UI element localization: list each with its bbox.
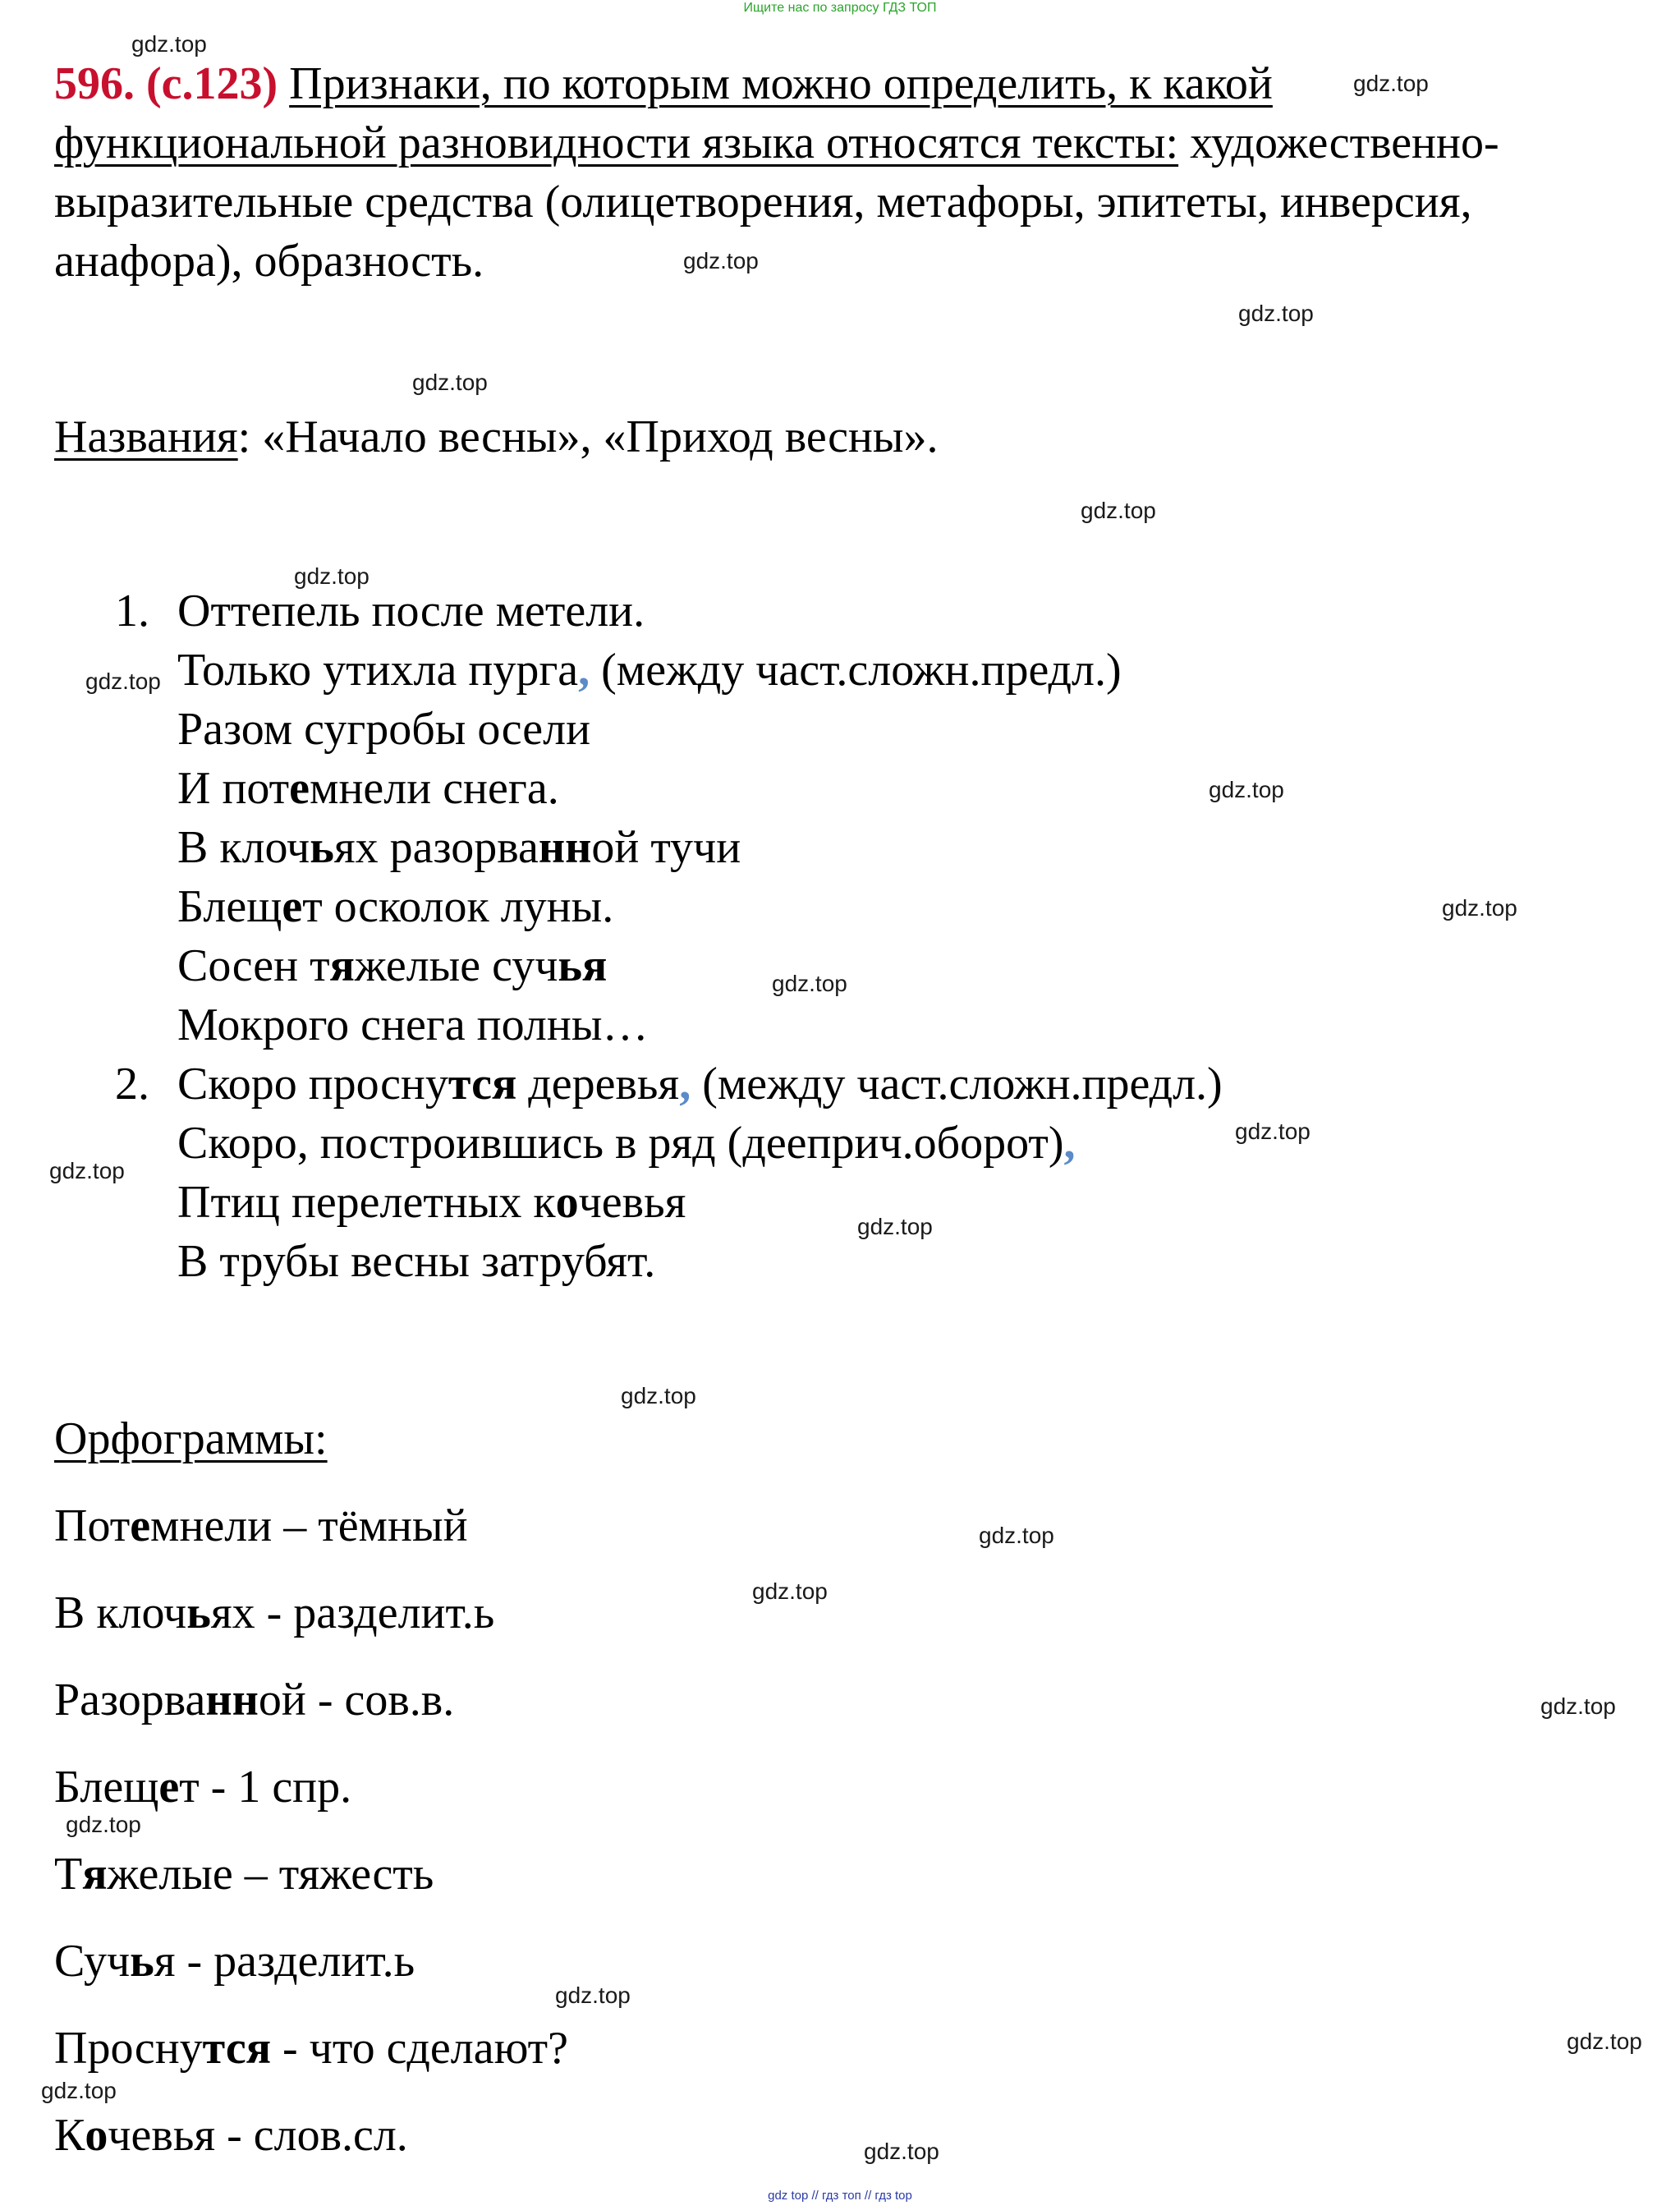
watermark: gdz.top [857,1214,933,1239]
poem-text: ях разорва [333,822,539,873]
poem-line [177,877,613,936]
bottom-banner: gdz top // гдз топ // гдз top [768,2189,912,2203]
poem-line: Разом сугробы осели [177,704,591,755]
watermark: gdz.top [1209,777,1284,802]
orthogram-text: чевья - слов.сл. [108,2110,408,2161]
highlighted-comma: , [1063,1118,1076,1169]
orthogram-letter: е [158,1762,180,1813]
poem-line [177,1114,1076,1173]
top-banner: Ищите нас по запросу ГДЗ ТОП [743,1,937,15]
watermark: gdz.top [555,1983,631,2008]
orthogram-text: Суч [54,1936,131,1987]
task-underlined-b: функциональной разновидности языка относятся тексты: [54,117,1179,168]
orthogram-text: Просну [54,2023,203,2074]
orthograms-heading [54,1409,328,1468]
orthogram-letter: нн [538,822,592,873]
orthogram-letter: нн [205,1675,259,1725]
watermark: gdz.top [41,2078,117,2103]
orthogram-item [54,1932,415,1991]
orthogram-letter: я [582,940,608,991]
watermark: gdz.top [1235,1119,1310,1144]
orthogram-item [54,1583,494,1643]
titles-line [54,407,939,466]
orthogram-letter: ь [558,940,583,991]
poem-line [177,641,1122,700]
poem-text: мнели снега. [310,763,559,814]
poem-note: (между част.сложн.предл.) [691,1059,1223,1110]
task-number: 596. (с.123) [54,58,278,109]
poem-text: ой тучи [591,822,741,873]
orthogram-letter: о [555,1177,579,1228]
orthogram-text: Блещ [54,1762,159,1813]
poem-text: Скоро просну [177,1059,448,1110]
orthogram-text: Т [54,1849,83,1900]
orthogram-letter: е [130,1500,151,1551]
orthogram-text: желые – тяжесть [107,1849,434,1900]
highlighted-comma: , [679,1059,691,1110]
watermark: gdz.top [412,370,488,395]
task-line-3: выразительные средства (олицетворения, метафоры, эпитеты, инверсия, [54,177,1472,227]
orthogram-text: Пот [54,1500,131,1551]
orthogram-letter: е [289,763,310,814]
poem-line [177,936,607,995]
orthogram-item [54,1757,351,1817]
watermark: gdz.top [1442,895,1517,921]
poem-line: В трубы весны затрубят. [177,1236,656,1287]
poem-text: деревья [516,1059,680,1110]
orthogram-letter: е [282,881,303,932]
watermark: gdz.top [621,1383,696,1408]
orthogram-text: ой - сов.в. [258,1675,455,1725]
watermark: gdz.top [131,31,207,57]
watermark: gdz.top [1238,301,1314,326]
orthogram-item [54,2019,568,2078]
orthogram-letter: я [329,940,355,991]
watermark: gdz.top [1540,1693,1616,1719]
watermark: gdz.top [1081,498,1156,523]
task-line-2 [54,113,1499,172]
watermark: gdz.top [1567,2029,1642,2054]
poem-text: Сосен т [177,940,330,991]
poem-line [177,759,559,818]
titles-label: Названия [54,411,238,462]
watermark: gdz.top [66,1812,141,1837]
orthogram-item [54,1845,434,1904]
poem-text: Блещ [177,881,282,932]
watermark: gdz.top [85,669,161,694]
orthogram-text: мнели – тёмный [150,1500,468,1551]
poem-number-2: 2. [115,1059,149,1110]
orthogram-letter: тся [448,1059,517,1110]
orthogram-text: К [54,2110,85,2161]
orthogram-letter: тся [202,2023,272,2074]
watermark: gdz.top [772,971,847,996]
orthogram-letter: я [82,1849,108,1900]
orthogram-letter: ь [186,1587,211,1638]
poem-text: В клоч [177,822,310,873]
poem-text: желые суч [354,940,558,991]
poem-line [177,1054,1223,1114]
task-line-4: анафора), образность. [54,236,484,287]
task-line-1 [54,54,1273,113]
task-rest-b: художественно- [1178,117,1499,168]
orthogram-letter: ь [130,1936,154,1987]
watermark: gdz.top [49,1158,125,1183]
titles-text: : «Начало весны», «Приход весны». [237,411,939,462]
watermark: gdz.top [683,248,759,273]
poem-line [177,1173,686,1232]
orthogram-text: я - разделит.ь [154,1936,415,1987]
poem-text: чевья [578,1177,686,1228]
watermark: gdz.top [1353,71,1429,96]
watermark: gdz.top [979,1523,1054,1548]
highlighted-comma: , [578,645,590,696]
orthogram-item [54,1670,454,1730]
watermark: gdz.top [752,1578,828,1604]
watermark: gdz.top [864,2139,939,2164]
poem-line: Мокрого снега полны… [177,999,649,1050]
orthogram-text: - что сделают? [271,2023,568,2074]
orthogram-text: т - 1 спр. [179,1762,352,1813]
orthogram-item [54,2106,408,2165]
task-underlined-a: Признаки, по которым можно определить, к какой [289,58,1273,109]
orthograms-heading-text: Орфограммы: [54,1413,328,1464]
poem-line [177,818,741,877]
orthogram-letter: ь [310,822,334,873]
orthogram-text: В клоч [54,1587,187,1638]
orthogram-item [54,1496,468,1555]
poem-line: Оттепель после метели. [177,586,645,636]
poem-note: (между част.сложн.предл.) [590,645,1122,696]
orthogram-text: ях - разделит.ь [210,1587,495,1638]
orthogram-text: Разорва [54,1675,206,1725]
poem-number-1: 1. [115,586,149,636]
poem-text: И пот [177,763,290,814]
orthogram-letter: о [85,2110,108,2161]
poem-text: Скоро, построившись в ряд (дееприч.оборот) [177,1118,1064,1169]
poem-text: т осколок луны. [302,881,614,932]
poem-text: Птиц перелетных к [177,1177,556,1228]
poem-text: Только утихла пурга [177,645,579,696]
watermark: gdz.top [294,563,370,589]
